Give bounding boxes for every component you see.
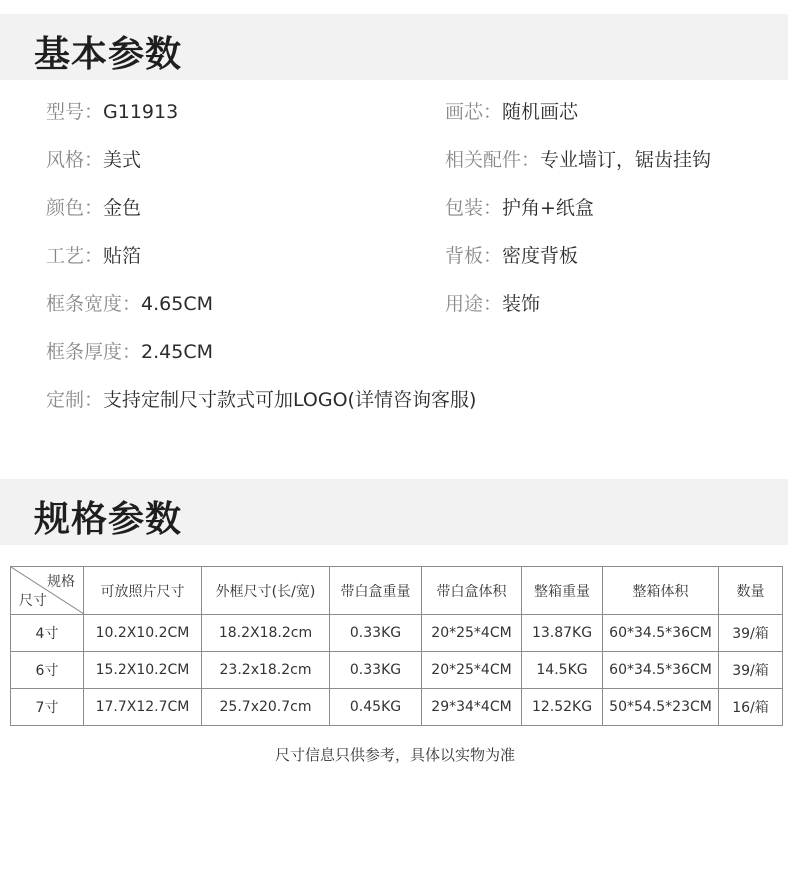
corner-label-spec: 规格 <box>47 574 75 590</box>
table-cell: 23.2x18.2cm <box>202 652 330 689</box>
table-cell: 13.87KG <box>522 615 603 652</box>
spec-section-header <box>0 479 788 545</box>
param-value: G11913 <box>103 101 179 123</box>
param-key: 定制： <box>46 389 104 411</box>
table-cell: 39/箱 <box>719 615 783 652</box>
left-param-row <box>46 388 476 412</box>
table-cell: 12.52KG <box>522 689 603 726</box>
param-value: 贴箔 <box>103 245 142 267</box>
header-frame-size: 外框尺寸(长/宽) <box>202 567 330 615</box>
right-param-row <box>445 100 578 124</box>
table-cell: 39/箱 <box>719 652 783 689</box>
header-photo-size: 可放照片尺寸 <box>84 567 202 615</box>
spec-section-title: 规格参数 <box>34 499 183 540</box>
table-cell: 0.33KG <box>330 615 422 652</box>
param-key: 背板： <box>445 245 503 267</box>
left-param-row <box>46 196 141 220</box>
header-box-weight: 带白盒重量 <box>330 567 422 615</box>
table-cell: 18.2X18.2cm <box>202 615 330 652</box>
param-key: 包装： <box>445 197 503 219</box>
table-cell: 10.2X10.2CM <box>84 615 202 652</box>
table-cell: 50*54.5*23CM <box>603 689 719 726</box>
table-row <box>11 615 783 652</box>
left-param-row <box>46 148 141 172</box>
table-cell: 16/箱 <box>719 689 783 726</box>
table-cell: 17.7X12.7CM <box>84 689 202 726</box>
param-key: 工艺： <box>46 245 104 267</box>
spec-corner-cell <box>11 567 84 615</box>
table-cell: 0.45KG <box>330 689 422 726</box>
table-cell: 20*25*4CM <box>422 652 522 689</box>
param-key: 框条宽度： <box>46 293 142 315</box>
table-cell: 14.5KG <box>522 652 603 689</box>
param-value: 金色 <box>103 197 142 219</box>
table-cell: 60*34.5*36CM <box>603 652 719 689</box>
param-key: 画芯： <box>445 101 503 123</box>
left-param-row <box>46 340 213 364</box>
basic-section-title: 基本参数 <box>34 34 183 75</box>
table-cell: 25.7x20.7cm <box>202 689 330 726</box>
table-cell: 20*25*4CM <box>422 615 522 652</box>
param-value: 密度背板 <box>502 245 579 267</box>
right-param-row <box>445 196 594 220</box>
table-row <box>11 652 783 689</box>
header-box-volume: 带白盒体积 <box>422 567 522 615</box>
param-value: 2.45CM <box>141 341 213 363</box>
spec-table <box>10 566 783 726</box>
param-key: 框条厚度： <box>46 341 142 363</box>
param-value: 护角+纸盒 <box>502 197 594 219</box>
right-param-row <box>445 148 711 172</box>
table-cell: 0.33KG <box>330 652 422 689</box>
size-cell: 7寸 <box>11 689 84 726</box>
left-param-row <box>46 244 141 268</box>
param-key: 颜色： <box>46 197 104 219</box>
header-carton-volume: 整箱体积 <box>603 567 719 615</box>
spec-table-body <box>11 615 783 726</box>
param-key: 用途： <box>445 293 503 315</box>
spec-header-row <box>11 567 783 615</box>
size-cell: 4寸 <box>11 615 84 652</box>
param-key: 相关配件： <box>445 149 541 171</box>
right-param-row <box>445 292 540 316</box>
corner-label-size: 尺寸 <box>19 593 47 609</box>
table-cell: 15.2X10.2CM <box>84 652 202 689</box>
header-carton-weight: 整箱重量 <box>522 567 603 615</box>
param-value: 支持定制尺寸款式可加LOGO(详情咨询客服) <box>103 389 477 411</box>
param-key: 型号： <box>46 101 104 123</box>
param-value: 随机画芯 <box>502 101 579 123</box>
table-cell: 60*34.5*36CM <box>603 615 719 652</box>
header-quantity: 数量 <box>719 567 783 615</box>
table-row <box>11 689 783 726</box>
table-cell: 29*34*4CM <box>422 689 522 726</box>
param-value: 专业墙订，锯齿挂钩 <box>540 149 712 171</box>
spec-note: 尺寸信息只供参考，具体以实物为准 <box>274 746 515 764</box>
param-value: 装饰 <box>502 293 541 315</box>
param-value: 美式 <box>103 149 142 171</box>
param-value: 4.65CM <box>141 293 213 315</box>
left-param-row <box>46 100 178 124</box>
basic-section-header <box>0 14 788 80</box>
size-cell: 6寸 <box>11 652 84 689</box>
param-key: 风格： <box>46 149 104 171</box>
left-param-row <box>46 292 213 316</box>
right-param-row <box>445 244 578 268</box>
